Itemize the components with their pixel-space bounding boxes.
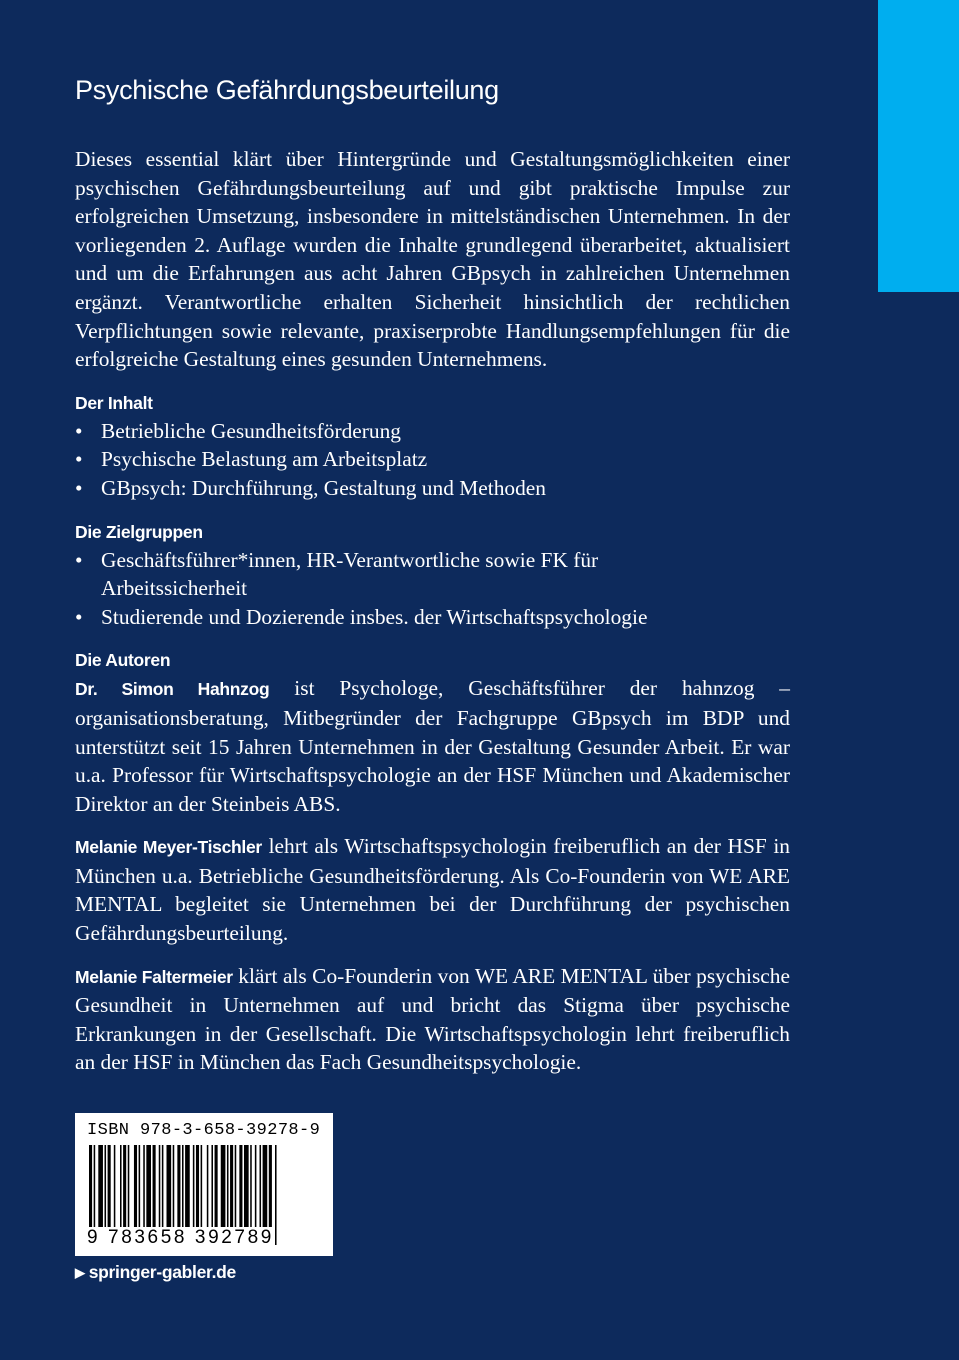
- author-bio: [75, 962, 790, 1077]
- accent-strip: [878, 0, 959, 292]
- barcode-bar: [275, 1145, 277, 1245]
- isbn-barcode: [75, 1113, 333, 1256]
- section-inhalt: [75, 389, 790, 503]
- author-name: Melanie Faltermeier: [75, 966, 233, 987]
- author-bio: [75, 674, 790, 818]
- barcode-digits: 9 783658 392789: [87, 1227, 274, 1248]
- author-text: ist Psychologe, Geschäftsführer der hahnzog – organisationsberatung, Mitbegründer der Fachgruppe GBpsych im BDP und unterstützt seit 15 Jahren Unternehmen in der Gestaltung Gesunder Arbeit. Er war u.a. Professor für Wirtschaftspsychologie an der HSF München und Akademischer Direktor an der Steinbeis ABS.: [75, 676, 790, 816]
- list-item: • GBpsych: Durchführung, Gestaltung und Methoden: [75, 474, 790, 503]
- zielgruppen-list: [75, 546, 790, 632]
- list-item: • Betriebliche Gesundheitsförderung: [75, 417, 790, 446]
- back-cover-content: [75, 72, 790, 1077]
- zielgruppen-heading: Die Zielgruppen: [75, 521, 203, 542]
- list-item: • Geschäftsführer*innen, HR-Verantwortliche sowie FK für Arbeitssicherheit: [75, 546, 661, 603]
- list-item: • Psychische Belastung am Arbeitsplatz: [75, 445, 790, 474]
- publisher-website[interactable]: [75, 1262, 236, 1283]
- author-text: klärt als Co-Founderin von WE ARE MENTAL über psychische Gesundheit in Unternehmen auf und bricht das Stigma über psychische Erkrankungen in der Gesellschaft. Die Wirtschaftspsychologin lehrt freiberuflich an der HSF in München das Fach Gesundheitspsychologie.: [75, 963, 790, 1075]
- intro-paragraph: Dieses essential klärt über Hintergründe und Gestaltungsmöglichkeiten einer psychischen Gefährdungsbeurteilung auf und gibt praktische Impulse zur erfolgreichen Umsetzung, insbesondere in mittelständischen Unternehmen. In der vorliegenden 2. Auflage wurden die Inhalte grundlegend überarbeitet, aktualisiert und um die Erfahrungen aus acht Jahren GBpsych in zahlreichen Unternehmen ergänzt. Verantwortliche erhalten Sicherheit hinsichtlich der rechtlichen Verpflichtungen sowie relevante, praxiserprobte Handlungsempfehlungen für die erfolgreiche Gestaltung eines gesunden Unternehmens.: [75, 147, 790, 372]
- author-name: Dr. Simon Hahnzog: [75, 679, 270, 700]
- play-arrow-icon: ▶: [75, 1265, 85, 1280]
- inhalt-heading: Der Inhalt: [75, 392, 153, 413]
- website-text: springer-gabler.de: [88, 1262, 236, 1282]
- section-zielgruppen: [75, 518, 790, 632]
- author-text: lehrt als Wirtschaftspsychologin freiberuflich an der HSF in München u.a. Betriebliche Gesundheitsförderung. Als Co-Founderin von WE ARE MENTAL begleitet sie Unternehmen bei der Durchführung der psychischen Gefährdungsbeurteilung.: [75, 834, 791, 946]
- isbn-label: ISBN 978-3-658-39278-9: [87, 1121, 321, 1140]
- book-title: Psychische Gefährdungsbeurteilung: [75, 75, 499, 105]
- section-autoren: [75, 646, 790, 1077]
- author-name: Melanie Meyer-Tischler: [75, 837, 262, 858]
- autoren-heading: Die Autoren: [75, 650, 171, 671]
- author-bio: [75, 832, 790, 947]
- inhalt-list: [75, 417, 790, 503]
- list-item: • Studierende und Dozierende insbes. der Wirtschaftspsychologie: [75, 603, 790, 632]
